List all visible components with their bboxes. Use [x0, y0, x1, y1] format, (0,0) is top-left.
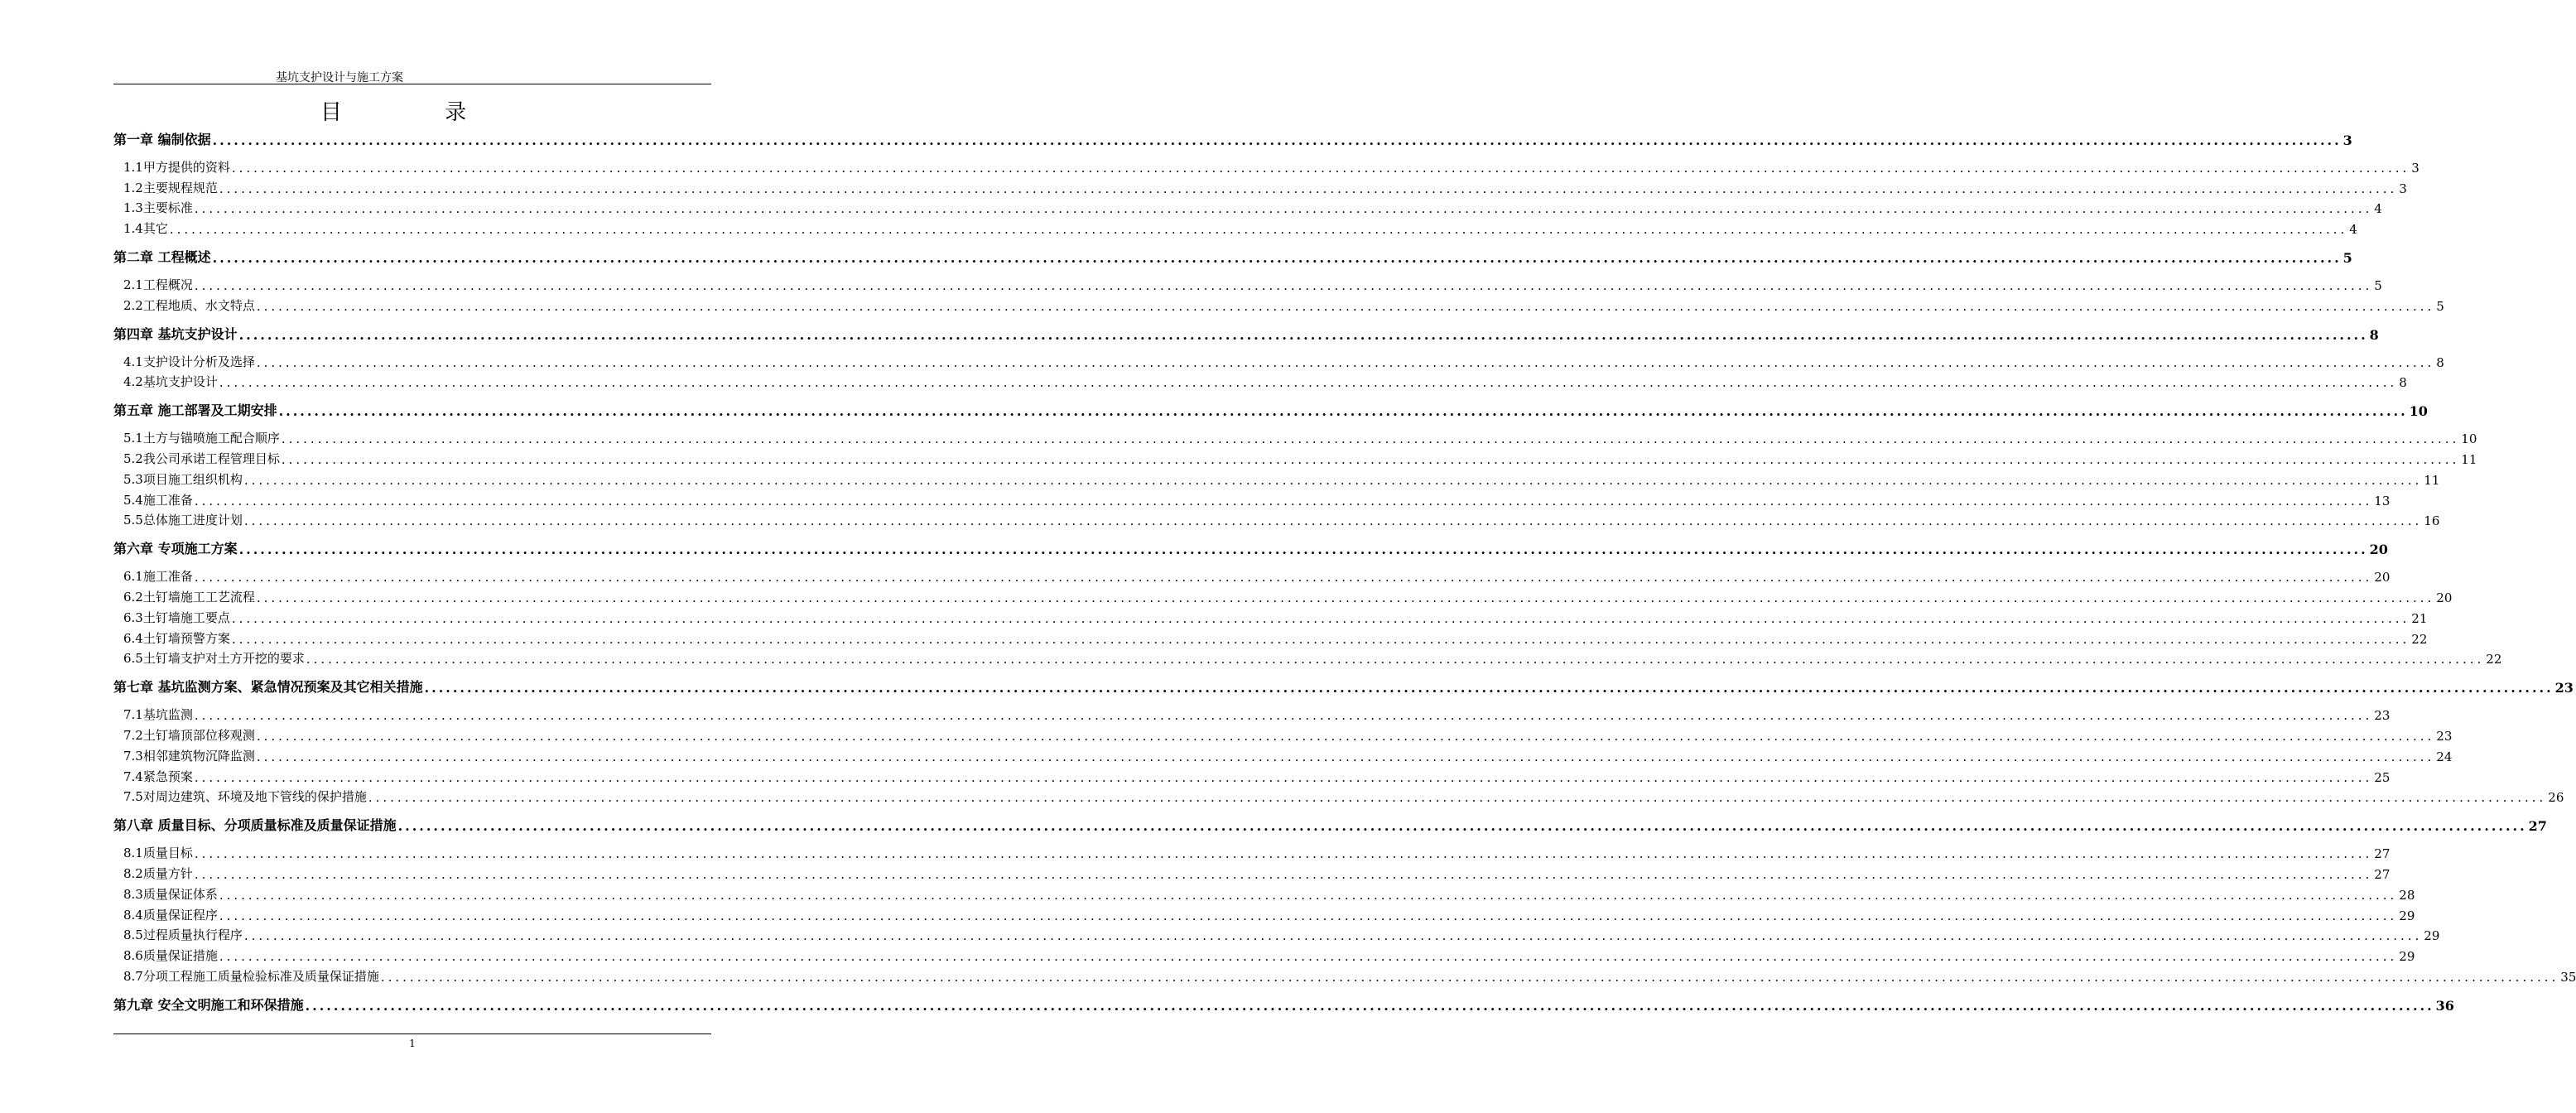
toc-dot-leader: ............................................................................................................................................................................................................................................................................................................	[194, 846, 2373, 862]
toc-section-entry[interactable]	[113, 216, 2357, 238]
toc-section-entry[interactable]	[113, 564, 2391, 585]
toc-dot-leader: ............................................................................................................................................................................................................................................................................................................	[256, 354, 2435, 370]
toc-entry-page: 3	[2342, 132, 2352, 148]
toc-entry-label: 第九章 安全文明施工和环保措施	[113, 996, 304, 1013]
toc-entry-label: 5.3项目施工组织机构	[123, 471, 243, 487]
toc-entry-page: 10	[2409, 403, 2428, 420]
toc-dot-leader: ............................................................................................................................................................................................................................................................................................................	[231, 610, 2410, 626]
toc-dot-leader: ............................................................................................................................................................................................................................................................................................................	[219, 887, 2398, 903]
toc-section-entry[interactable]	[113, 764, 2391, 785]
toc-entry-page: 16	[2424, 513, 2440, 529]
toc-entry-label: 1.1甲方提供的资料	[123, 159, 230, 175]
toc-entry-label: 8.1质量目标	[123, 846, 193, 861]
toc-chapter-entry[interactable]	[113, 398, 2428, 420]
toc-entry-label: 第八章 质量目标、分项质量标准及质量保证措施	[113, 817, 397, 834]
toc-entry-page: 22	[2411, 631, 2428, 647]
toc-entry-label: 2.1工程概况	[123, 277, 193, 292]
toc-dot-leader: ............................................................................................................................................................................................................................................................................................................	[243, 513, 2423, 529]
toc-dot-leader: ............................................................................................................................................................................................................................................................................................................	[281, 431, 2460, 447]
toc-entry-page: 5	[2342, 250, 2352, 267]
toc-dot-leader: ............................................................................................................................................................................................................................................................................................................	[194, 570, 2373, 585]
toc-entry-label: 8.5过程质量执行程序	[123, 928, 243, 943]
toc-dot-leader: ............................................................................................................................................................................................................................................................................................................	[219, 949, 2398, 965]
page-header-title: 基坑支护设计与施工方案	[276, 71, 403, 84]
toc-dot-leader: ............................................................................................................................................................................................................................................................................................................	[397, 818, 2527, 835]
toc-entry-label: 6.3土钉墙施工要点	[123, 610, 230, 625]
toc-dot-leader: ............................................................................................................................................................................................................................................................................................................	[219, 908, 2398, 923]
toc-dot-leader: ............................................................................................................................................................................................................................................................................................................	[231, 160, 2410, 176]
toc-entry-page: 11	[2461, 451, 2477, 467]
toc-entry-label: 7.1基坑监测	[123, 707, 193, 723]
toc-entry-page: 28	[2399, 887, 2415, 903]
toc-entry-page: 27	[2374, 846, 2391, 862]
toc-section-entry[interactable]	[113, 508, 2440, 529]
table-of-contents	[113, 124, 2576, 1020]
toc-entry-page: 29	[2424, 928, 2440, 944]
toc-section-entry[interactable]	[113, 647, 2502, 667]
toc-entry-page: 20	[2374, 570, 2391, 585]
toc-section-entry[interactable]	[113, 841, 2391, 862]
toc-section-entry[interactable]	[113, 426, 2477, 447]
toc-section-entry[interactable]	[113, 446, 2477, 467]
toc-dot-leader: ............................................................................................................................................................................................................................................................................................................	[243, 928, 2423, 944]
toc-entry-label: 7.2土钉墙顶部位移观测	[123, 727, 255, 743]
toc-entry-label: 第四章 基坑支护设计	[113, 325, 238, 342]
toc-entry-label: 8.6质量保证措施	[123, 948, 218, 964]
toc-entry-page: 8	[2369, 326, 2379, 343]
toc-entry-page: 20	[2369, 542, 2388, 558]
toc-section-entry[interactable]	[113, 196, 2382, 217]
toc-dot-leader: ............................................................................................................................................................................................................................................................................................................	[238, 542, 2368, 558]
toc-dot-leader: ............................................................................................................................................................................................................................................................................................................	[243, 472, 2423, 488]
toc-entry-page: 25	[2374, 769, 2391, 785]
toc-entry-label: 7.4紧急预案	[123, 768, 193, 784]
toc-entry-page: 10	[2461, 431, 2477, 447]
toc-section-entry[interactable]	[113, 467, 2440, 488]
toc-dot-leader: ............................................................................................................................................................................................................................................................................................................	[194, 708, 2373, 724]
toc-entry-page: 24	[2436, 749, 2453, 764]
toc-dot-leader: ............................................................................................................................................................................................................................................................................................................	[305, 997, 2434, 1014]
toc-section-entry[interactable]	[113, 488, 2391, 508]
toc-entry-label: 5.5总体施工进度计划	[123, 513, 243, 528]
toc-entry-label: 6.1施工准备	[123, 569, 193, 585]
toc-entry-label: 8.7分项工程施工质量检验标准及质量保证措施	[123, 968, 379, 984]
toc-entry-label: 7.3相邻建筑物沉降监测	[123, 748, 255, 764]
page-number: 1	[409, 1038, 416, 1049]
toc-dot-leader: ............................................................................................................................................................................................................................................................................................................	[278, 403, 2408, 420]
toc-section-entry[interactable]	[113, 585, 2453, 605]
toc-dot-leader: ............................................................................................................................................................................................................................................................................................................	[256, 298, 2435, 314]
toc-dot-leader: ............................................................................................................................................................................................................................................................................................................	[380, 969, 2559, 985]
toc-dot-leader: ............................................................................................................................................................................................................................................................................................................	[238, 326, 2368, 343]
toc-section-entry[interactable]	[113, 723, 2453, 744]
toc-entry-label: 1.2主要规程规范	[123, 180, 218, 195]
toc-entry-label: 5.4施工准备	[123, 492, 193, 508]
toc-section-entry[interactable]	[113, 293, 2444, 314]
toc-entry-label: 6.4土钉墙预警方案	[123, 630, 230, 646]
toc-entry-page: 27	[2528, 818, 2547, 835]
toc-section-entry[interactable]	[113, 964, 2576, 985]
toc-entry-label: 第六章 专项施工方案	[113, 541, 238, 557]
toc-dot-leader: ............................................................................................................................................................................................................................................................................................................	[219, 375, 2398, 391]
toc-dot-leader: ............................................................................................................................................................................................................................................................................................................	[219, 181, 2398, 196]
toc-entry-label: 8.3质量保证体系	[123, 886, 218, 902]
toc-dot-leader: ............................................................................................................................................................................................................................................................................................................	[169, 222, 2348, 238]
toc-chapter-entry[interactable]	[113, 128, 2352, 148]
toc-section-entry[interactable]	[113, 702, 2391, 724]
toc-dot-leader: ............................................................................................................................................................................................................................................................................................................	[231, 631, 2410, 647]
toc-entry-page: 23	[2436, 728, 2453, 744]
toc-entry-label: 6.2土钉墙施工工艺流程	[123, 589, 255, 605]
toc-entry-page: 11	[2424, 472, 2440, 488]
toc-chapter-entry[interactable]	[113, 993, 2454, 1014]
toc-entry-page: 8	[2399, 375, 2407, 391]
toc-chapter-entry[interactable]	[113, 813, 2547, 835]
toc-section-entry[interactable]	[113, 349, 2444, 370]
toc-entry-page: 3	[2411, 160, 2420, 176]
toc-dot-leader: ............................................................................................................................................................................................................................................................................................................	[194, 201, 2373, 217]
toc-section-entry[interactable]	[113, 903, 2415, 923]
toc-section-entry[interactable]	[113, 370, 2407, 391]
toc-entry-page: 26	[2548, 790, 2564, 806]
toc-entry-label: 4.2基坑支护设计	[123, 374, 218, 390]
toc-dot-leader: ............................................................................................................................................................................................................................................................................................................	[194, 866, 2373, 882]
toc-entry-label: 1.3主要标准	[123, 200, 193, 216]
toc-dot-leader: ............................................................................................................................................................................................................................................................................................................	[256, 728, 2435, 744]
toc-chapter-entry[interactable]	[113, 537, 2388, 558]
toc-dot-leader: ............................................................................................................................................................................................................................................................................................................	[194, 493, 2373, 508]
toc-entry-page: 13	[2374, 493, 2391, 508]
toc-entry-label: 5.2我公司承诺工程管理目标	[123, 450, 280, 466]
toc-dot-leader: ............................................................................................................................................................................................................................................................................................................	[212, 132, 2342, 148]
toc-entry-page: 21	[2411, 610, 2428, 626]
toc-entry-page: 22	[2486, 652, 2502, 667]
toc-entry-label: 7.5对周边建筑、环境及地下管线的保护措施	[123, 789, 367, 805]
toc-entry-page: 4	[2374, 201, 2382, 217]
toc-entry-page: 36	[2435, 997, 2454, 1014]
toc-entry-label: 第七章 基坑监测方案、紧急情况预案及其它相关措施	[113, 679, 423, 696]
toc-entry-page: 35	[2560, 969, 2576, 985]
toc-entry-label: 5.1土方与锚喷施工配合顺序	[123, 431, 280, 446]
toc-entry-label: 8.2质量方针	[123, 865, 193, 881]
toc-entry-label: 第五章 施工部署及工期安排	[113, 402, 277, 419]
toc-section-entry[interactable]	[113, 744, 2453, 764]
toc-section-entry[interactable]	[113, 155, 2420, 176]
toc-entry-page: 8	[2436, 354, 2444, 370]
toc-dot-leader: ............................................................................................................................................................................................................................................................................................................	[194, 277, 2373, 293]
toc-section-entry[interactable]	[113, 605, 2428, 626]
toc-dot-leader: ............................................................................................................................................................................................................................................................................................................	[194, 769, 2373, 785]
toc-entry-label: 第二章 工程概述	[113, 249, 211, 266]
toc-entry-label: 4.1支护设计分析及选择	[123, 354, 255, 369]
toc-entry-page: 23	[2554, 680, 2574, 696]
toc-dot-leader: ............................................................................................................................................................................................................................................................................................................	[256, 590, 2435, 605]
toc-section-entry[interactable]	[113, 923, 2440, 944]
toc-entry-label: 第一章 编制依据	[113, 132, 211, 147]
toc-section-entry[interactable]	[113, 943, 2415, 965]
toc-section-entry[interactable]	[113, 272, 2382, 293]
toc-entry-label: 2.2工程地质、水文特点	[123, 297, 255, 313]
toc-entry-page: 29	[2399, 908, 2415, 923]
toc-dot-leader: ............................................................................................................................................................................................................................................................................................................	[424, 680, 2554, 696]
toc-dot-leader: ............................................................................................................................................................................................................................................................................................................	[306, 652, 2485, 667]
toc-entry-label: 1.4其它	[123, 221, 168, 237]
toc-chapter-entry[interactable]	[113, 322, 2379, 343]
toc-dot-leader: ............................................................................................................................................................................................................................................................................................................	[281, 451, 2460, 467]
toc-section-entry[interactable]	[113, 176, 2407, 196]
toc-entry-label: 8.4质量保证程序	[123, 907, 218, 923]
toc-section-entry[interactable]	[113, 626, 2428, 647]
toc-dot-leader: ............................................................................................................................................................................................................................................................................................................	[212, 250, 2342, 267]
toc-section-entry[interactable]	[113, 861, 2391, 882]
toc-entry-page: 5	[2374, 277, 2382, 293]
toc-dot-leader: ............................................................................................................................................................................................................................................................................................................	[368, 790, 2547, 806]
toc-entry-page: 29	[2399, 949, 2415, 965]
toc-entry-page: 23	[2374, 708, 2391, 724]
toc-entry-page: 4	[2349, 222, 2357, 238]
toc-section-entry[interactable]	[113, 882, 2415, 903]
toc-dot-leader: ............................................................................................................................................................................................................................................................................................................	[256, 749, 2435, 764]
toc-entry-page: 3	[2399, 181, 2407, 196]
toc-section-entry[interactable]	[113, 785, 2564, 806]
toc-chapter-entry[interactable]	[113, 675, 2574, 696]
toc-entry-page: 27	[2374, 866, 2391, 882]
toc-chapter-entry[interactable]	[113, 245, 2352, 267]
toc-entry-label: 6.5土钉墙支护对土方开挖的要求	[123, 651, 305, 667]
toc-entry-page: 20	[2436, 590, 2453, 605]
toc-title: 目 录	[320, 100, 515, 125]
toc-entry-page: 5	[2436, 298, 2444, 314]
